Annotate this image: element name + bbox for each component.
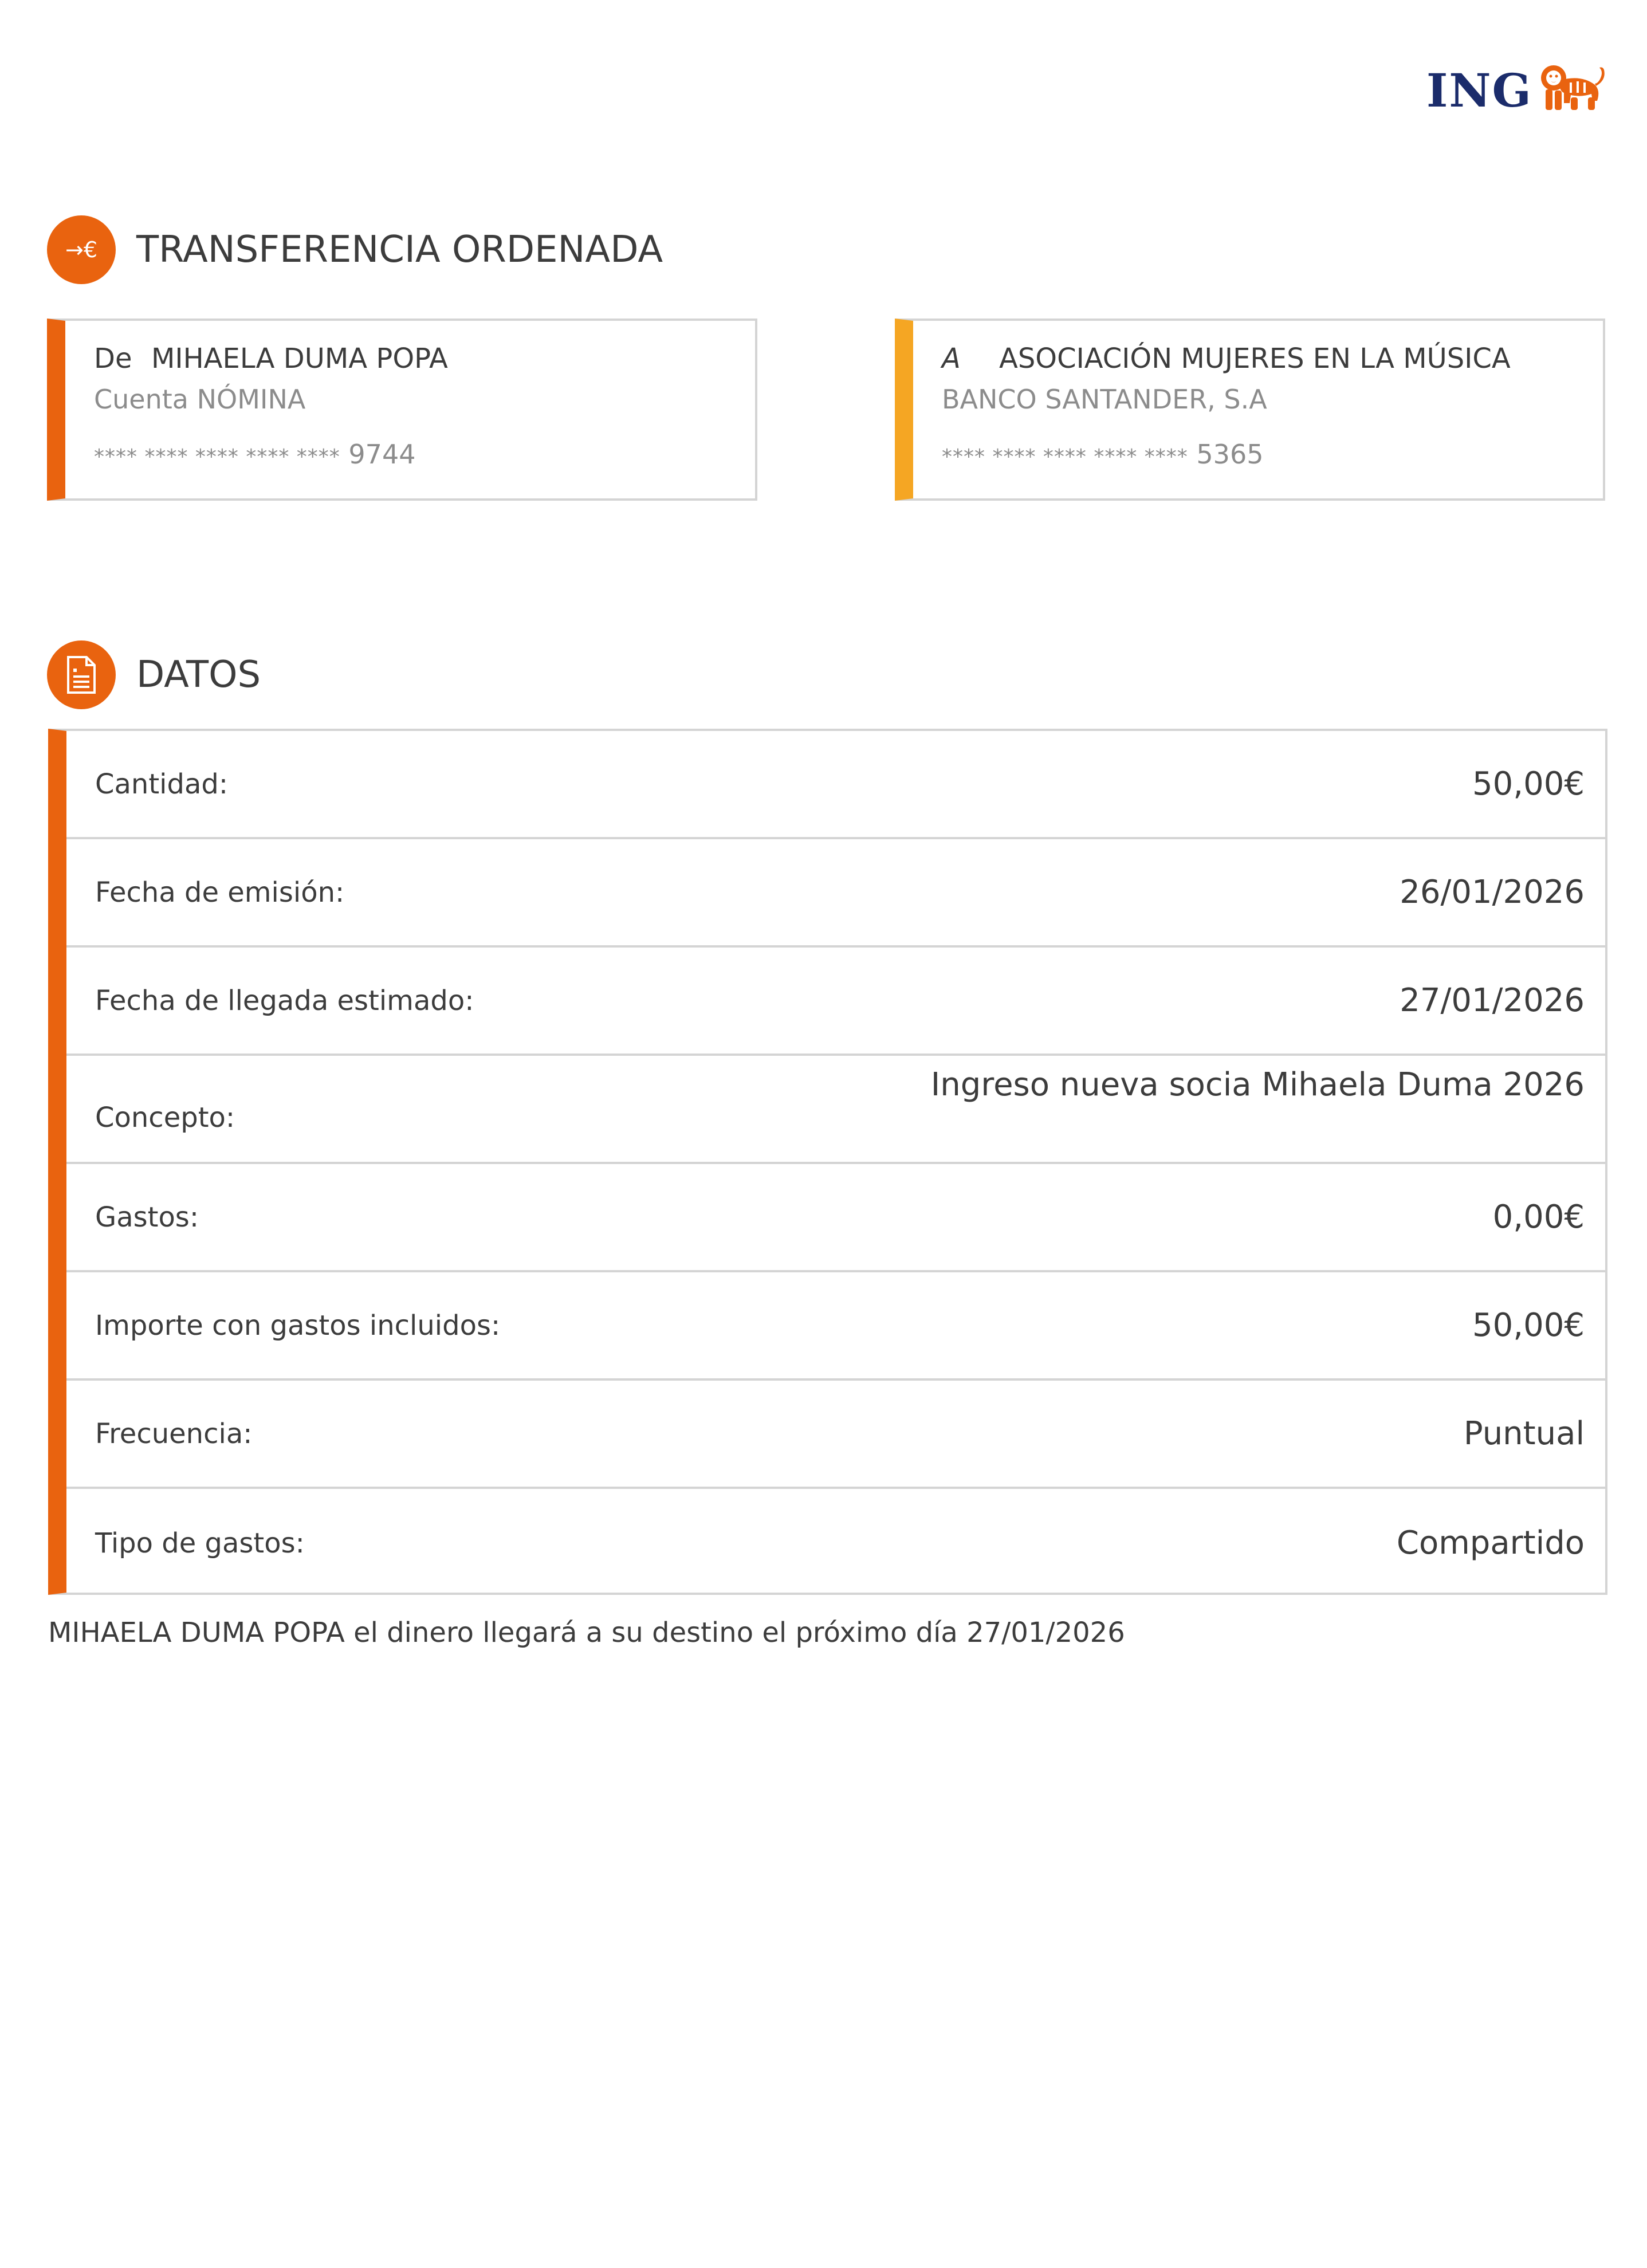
to-account-card bbox=[895, 319, 1605, 501]
row-frequency bbox=[66, 1381, 1605, 1489]
row-label: Fecha de emisión: bbox=[95, 876, 345, 909]
row-issue-date bbox=[66, 839, 1605, 948]
row-value: Puntual bbox=[1463, 1415, 1585, 1452]
to-name: ASOCIACIÓN MUJERES EN LA MÚSICA bbox=[999, 343, 1511, 375]
from-account-card bbox=[47, 319, 757, 501]
to-account-number bbox=[942, 439, 1263, 470]
from-account-mask: **** **** **** **** **** bbox=[94, 445, 340, 469]
row-label: Fecha de llegada estimado: bbox=[95, 984, 474, 1017]
to-account-mask: **** **** **** **** **** bbox=[942, 445, 1188, 469]
row-label: Importe con gastos incluidos: bbox=[95, 1309, 501, 1342]
transfer-section-header bbox=[47, 215, 663, 284]
row-label: Cantidad: bbox=[95, 768, 229, 800]
row-value: 50,00€ bbox=[1472, 1307, 1585, 1344]
row-value: 50,00€ bbox=[1472, 765, 1585, 803]
row-label: Gastos: bbox=[95, 1201, 199, 1233]
data-section-header bbox=[47, 640, 261, 709]
from-prefix: De bbox=[94, 343, 132, 375]
from-account-type: Cuenta NÓMINA bbox=[94, 384, 306, 415]
from-account-last-digits: 9744 bbox=[348, 439, 416, 470]
row-total-with-fees bbox=[66, 1272, 1605, 1381]
transfer-details-table bbox=[48, 729, 1607, 1595]
row-value: Compartido bbox=[1396, 1524, 1585, 1562]
row-fees bbox=[66, 1164, 1605, 1272]
row-value: 0,00€ bbox=[1492, 1198, 1585, 1236]
row-label: Frecuencia: bbox=[95, 1417, 253, 1450]
section-title-transfer: TRANSFERENCIA ORDENADA bbox=[136, 229, 663, 271]
to-name-line bbox=[942, 343, 1511, 375]
row-label: Tipo de gastos: bbox=[95, 1527, 305, 1559]
logo-text: ING bbox=[1426, 64, 1532, 117]
lion-icon bbox=[1535, 63, 1610, 115]
row-label: Concepto: bbox=[95, 1101, 235, 1134]
section-title-data: DATOS bbox=[136, 654, 261, 696]
row-concept bbox=[66, 1056, 1605, 1164]
to-bank-name: BANCO SANTANDER, S.A bbox=[942, 384, 1267, 415]
to-account-last-digits: 5365 bbox=[1196, 439, 1264, 470]
transfer-euro-icon: →€ bbox=[47, 215, 116, 284]
from-name: MIHAELA DUMA POPA bbox=[151, 343, 448, 375]
to-prefix: A bbox=[942, 343, 961, 375]
arrival-note: MIHAELA DUMA POPA el dinero llegará a su destino el próximo día 27/01/2026 bbox=[48, 1617, 1125, 1649]
row-value: Ingreso nueva socia Mihaela Duma 2026 bbox=[930, 1066, 1585, 1103]
document-icon bbox=[47, 640, 116, 709]
row-value: 27/01/2026 bbox=[1400, 982, 1585, 1019]
row-amount bbox=[66, 731, 1605, 839]
row-value: 26/01/2026 bbox=[1400, 874, 1585, 911]
row-arrival-date bbox=[66, 948, 1605, 1056]
from-account-number bbox=[94, 439, 415, 470]
ing-logo bbox=[1426, 62, 1610, 119]
from-name-line bbox=[94, 343, 448, 375]
row-fee-type bbox=[66, 1489, 1605, 1597]
